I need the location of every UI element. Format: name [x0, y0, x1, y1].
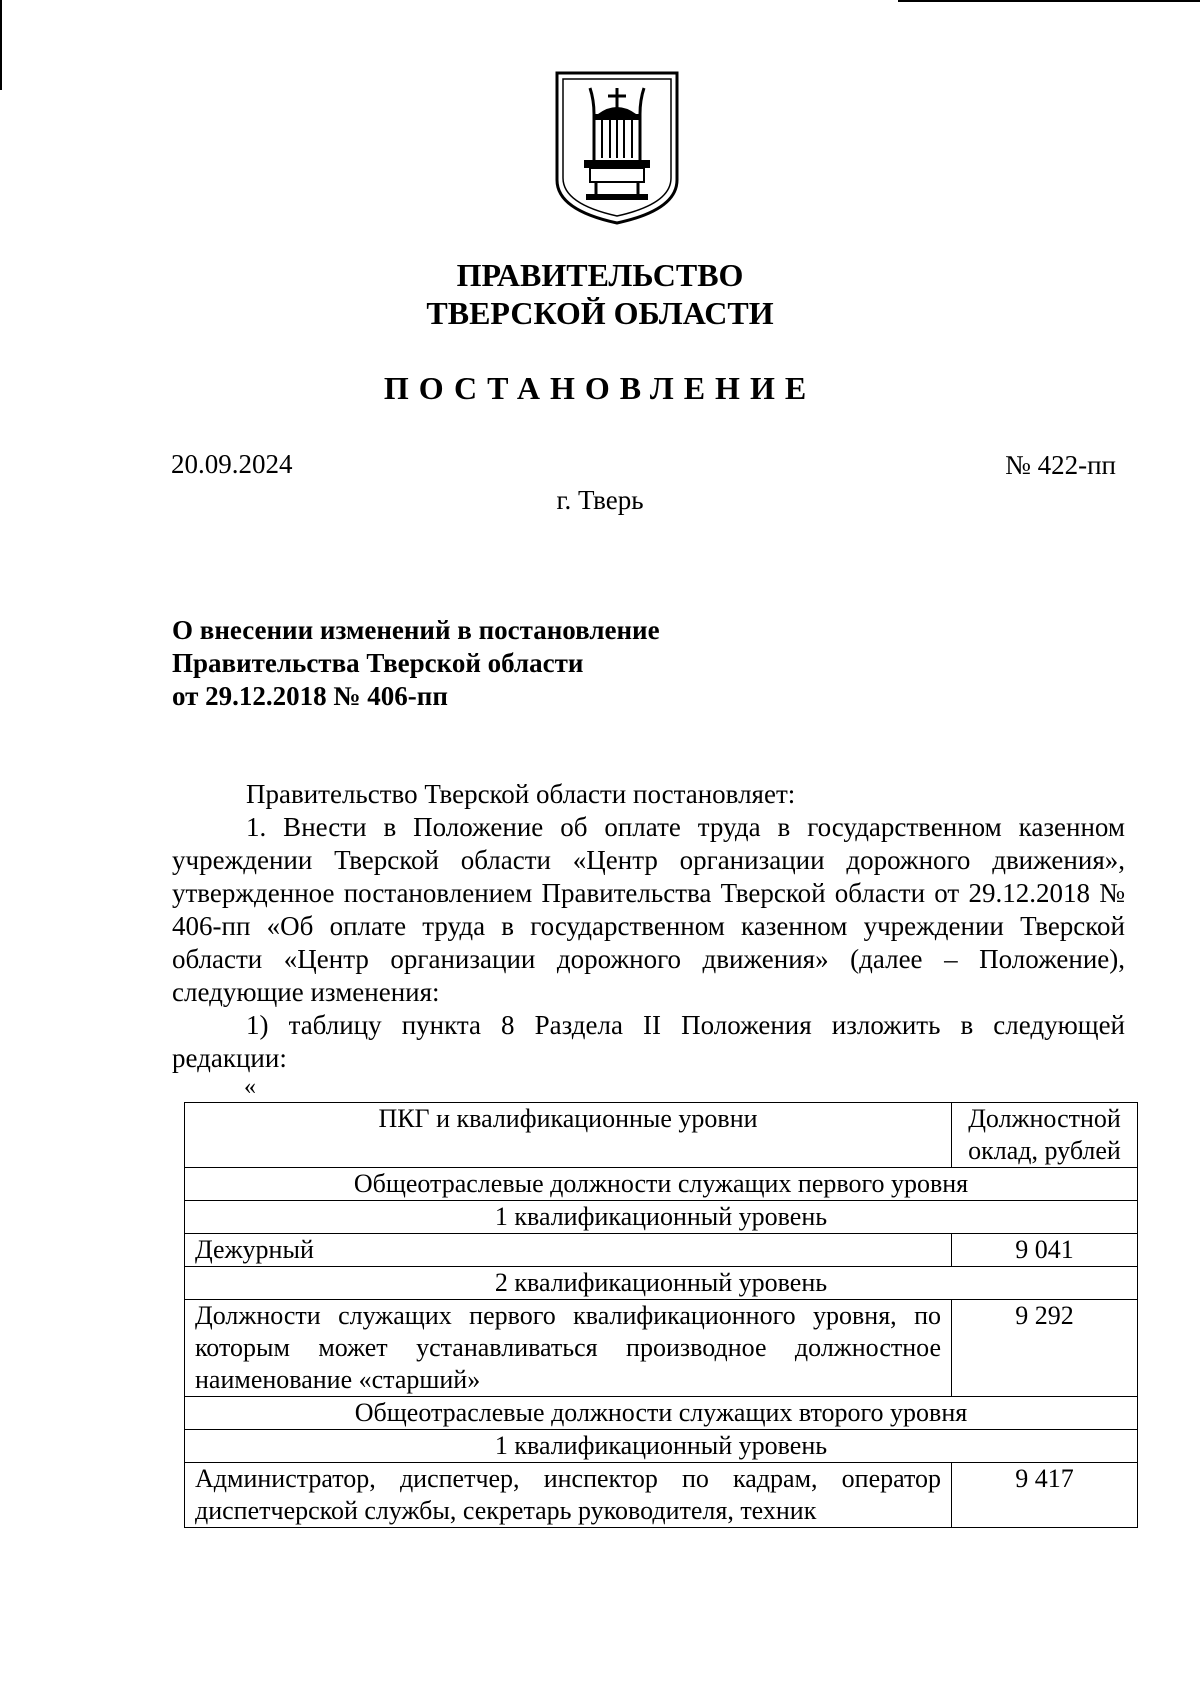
- document-subject: [172, 614, 660, 713]
- document-city: г. Тверь: [556, 485, 644, 515]
- coat-of-arms-icon: [554, 70, 680, 226]
- body-paragraph-3: 1) таблицу пункта 8 Раздела II Положения изложить в следующей редакции:: [172, 1010, 1125, 1073]
- table-row: [185, 1168, 1138, 1201]
- subject-line1: О внесении изменений в постановление: [172, 615, 660, 645]
- subject-line3: от 29.12.2018 № 406-пп: [172, 681, 448, 711]
- position-cell: Дежурный: [185, 1234, 952, 1267]
- header-salary-line2: оклад, рублей: [968, 1136, 1121, 1165]
- salary-cell: 9 417: [952, 1463, 1138, 1528]
- table-header-row: [185, 1103, 1138, 1168]
- table-row: [185, 1201, 1138, 1234]
- header-salary-line1: Должностной: [968, 1104, 1121, 1133]
- header-salary: [952, 1103, 1138, 1168]
- government-title-line2: ТВЕРСКОЙ ОБЛАСТИ: [426, 295, 774, 331]
- table-row: [185, 1463, 1138, 1528]
- scan-edge-top: [898, 0, 1200, 2]
- section-row: Общеотраслевые должности служащих первого уровня: [185, 1168, 1138, 1201]
- table-row: [185, 1234, 1138, 1267]
- table-row: [185, 1430, 1138, 1463]
- level-row: 2 квалификационный уровень: [185, 1267, 1138, 1300]
- level-row: 1 квалификационный уровень: [185, 1201, 1138, 1234]
- section-row: Общеотраслевые должности служащих второго уровня: [185, 1397, 1138, 1430]
- salary-table: [184, 1102, 1138, 1528]
- subject-line2: Правительства Тверской области: [172, 648, 584, 678]
- body-paragraph-2: 1. Внести в Положение об оплате труда в государственном казенном учреждении Тверской области «Центр организации дорожного движения», утвержденное постановлением Правительства Тверской области от 29.12.2018 № 406-пп «Об оплате труда в государственном казенном учреждении Тверской области «Центр организации дорожного движения» (далее – Положение), следующие изменения:: [172, 812, 1125, 1007]
- document-body: [172, 778, 1125, 1075]
- government-title-line1: ПРАВИТЕЛЬСТВО: [456, 257, 744, 293]
- scan-edge-left: [0, 0, 2, 90]
- table-row: [185, 1267, 1138, 1300]
- salary-cell: 9 292: [952, 1300, 1138, 1397]
- document-date: 20.09.2024: [171, 449, 293, 479]
- document-number: № 422-пп: [1005, 450, 1116, 480]
- table-row: [185, 1300, 1138, 1397]
- header-positions: ПКГ и квалификационные уровни: [185, 1103, 952, 1168]
- position-cell: Должности служащих первого квалификационного уровня, по которым может устанавливаться производное должностное наименование «старший»: [185, 1300, 952, 1397]
- level-row: 1 квалификационный уровень: [185, 1430, 1138, 1463]
- position-cell: Администратор, диспетчер, инспектор по кадрам, оператор диспетчерской службы, секретарь руководителя, техник: [185, 1463, 952, 1528]
- document-type: ПОСТАНОВЛЕНИЕ: [383, 370, 817, 406]
- open-quote: «: [244, 1074, 256, 1100]
- body-paragraph-1: Правительство Тверской области постановляет:: [246, 779, 796, 809]
- government-title: [0, 256, 1200, 332]
- salary-cell: 9 041: [952, 1234, 1138, 1267]
- table-row: [185, 1397, 1138, 1430]
